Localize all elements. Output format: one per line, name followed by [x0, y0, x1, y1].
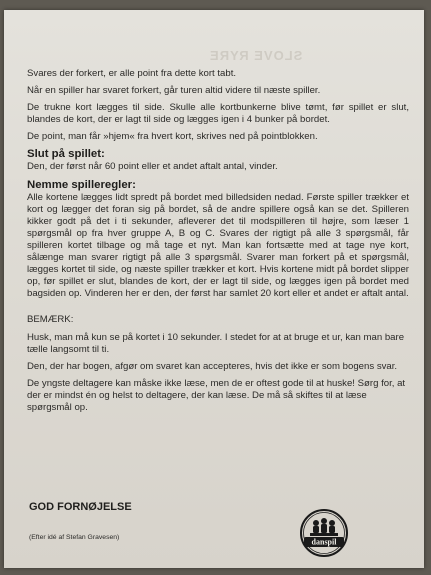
intro-paragraph-4: De point, man får »hjem« fra hvert kort, skrives ned på pointblokken.	[27, 131, 318, 143]
bemaerk-paragraph-2: Den, der har bogen, afgør om svaret kan accepteres, hvis det ikke er som bogens svar.	[27, 360, 398, 372]
nemme-heading: Nemme spilleregler:	[27, 178, 136, 191]
intro-paragraph-1: Svares der forkert, er alle point fra dette kort tabt.	[27, 68, 237, 79]
bemaerk-paragraph-3: De yngste deltagere kan måske ikke læse, men de er oftest gode til at huske! Sørg for, at der er mindst én og helst to deltagere, der kan læse. De må så skiftes til at læse spørgsmål op.	[27, 377, 406, 413]
bemaerk-paragraph-1: Husk, man må kun se på kortet i 10 sekunder. I stedet for at at bruge et ur, kan man bare tælle langsomt til ti.	[27, 331, 405, 355]
slut-heading: Slut på spillet:	[27, 148, 105, 161]
bemaerk-label: BEMÆRK:	[27, 314, 74, 326]
rules-sheet	[4, 10, 424, 568]
closing-heading: GOD FORNØJELSE	[29, 501, 132, 513]
intro-paragraph-3: De trukne kort lægges til side. Skulle alle kortbunkerne blive tømt, før spillet er slut, blandes de kort, der er lagt til side og lægges igen i 4 bunker på bordet.	[27, 102, 409, 126]
danspil-logo-icon	[299, 508, 349, 558]
nemme-text: Alle kortene lægges lidt spredt på bordet med billedsiden nedad. Første spiller trækker et kort og lægger det foran sig på bordet, så de andre spillere også kan se det. Spilleren kikker godt på det i ti sekunder, afleverer det til modspilleren til højre, som læser 1 spørgsmål op fra hver gruppe A, B og C. Svares der rigtigt på alle 3 spørgsmål, får spilleren kortet tilbage og må tage et nyt. Man kan fortsætte med at tage nye kort, sålænge man svarer rigtigt på alle 3 spørgsmål. Svarer man forkert på et spørgsmål, lægges kortet til side, og næste spiller trækker et kort. Hvis kortene midt på bordet slipper op, før spillet er slut, blandes de kort, der er lagt til side, og lægges igen på bordet med bagsiden op. Vinderen her er den, der først har samlet 20 kort eller et andet er aftalt antal.	[27, 191, 409, 300]
rules-body	[27, 68, 409, 419]
show-through-text: SLOVE RYRE	[209, 48, 303, 63]
credit-line: (Efter idé af Stefan Gravesen)	[29, 534, 120, 541]
intro-paragraph-2: Når en spiller har svaret forkert, går turen altid videre til næste spiller.	[27, 85, 321, 97]
slut-text: Den, der først når 60 point eller et andet aftalt antal, vinder.	[27, 161, 278, 173]
logo-text: danspil	[311, 537, 337, 547]
section-gap	[27, 305, 409, 314]
